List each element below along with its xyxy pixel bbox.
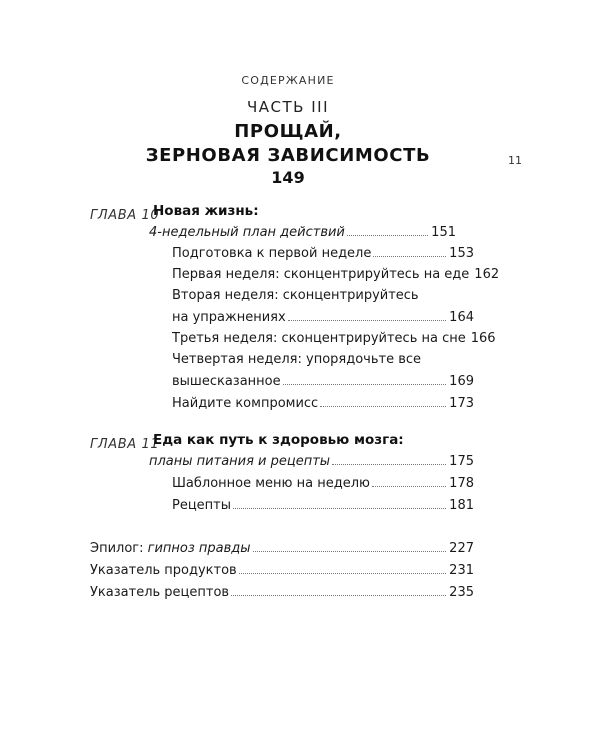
toc-entry-line-1 [172, 288, 474, 308]
toc-entry[interactable] [172, 310, 474, 330]
page-number: 169 [449, 374, 474, 389]
toc-entry-title-line-1: Вторая неделя: сконцентрируйтесь [172, 288, 419, 303]
toc-entry[interactable] [172, 396, 474, 416]
page-number: 181 [449, 498, 474, 513]
dot-leader [373, 256, 446, 257]
page-number: 164 [449, 310, 474, 325]
part-title-line-2: ЗЕРНОВАЯ ЗАВИСИМОСТЬ [145, 145, 431, 166]
toc-entry-title: Подготовка к первой неделе [172, 246, 372, 261]
toc-entry-title: Указатель продуктов [90, 563, 237, 578]
dot-leader [372, 486, 446, 487]
toc-entry[interactable] [172, 476, 474, 496]
dot-leader [347, 235, 428, 236]
page-number: 227 [449, 541, 474, 556]
page-number: 175 [449, 454, 474, 469]
chapter-11-heading [90, 433, 159, 452]
page-number: 178 [449, 476, 474, 491]
toc-entry-title: на упражнениях [172, 310, 286, 325]
toc-entry-line-1 [172, 352, 474, 372]
part-title-line-1: ПРОЩАЙ, [234, 121, 342, 142]
page-number: 153 [449, 246, 474, 261]
part-label: ЧАСТЬ III [246, 98, 329, 116]
toc-entry-title: Третья неделя: сконцентрируйтесь на сне [172, 331, 466, 346]
dot-leader [320, 406, 446, 407]
dot-leader [231, 595, 446, 596]
dot-leader [233, 508, 446, 509]
dot-leader [332, 464, 446, 465]
page-number: 231 [449, 563, 474, 578]
page-number: 166 [470, 331, 496, 346]
page-number: 235 [449, 585, 474, 600]
page-number: 173 [449, 396, 474, 411]
toc-entry-title: вышесказанное [172, 374, 281, 389]
dot-leader [288, 320, 446, 321]
chapter-10-heading [90, 204, 159, 223]
page-folio: 11 [508, 154, 522, 167]
toc-entry[interactable] [172, 246, 474, 266]
chapter-label: ГЛАВА 10 [90, 208, 160, 223]
dot-leader [239, 573, 446, 574]
toc-entry-title: Первая неделя: сконцентрируйтесь на еде [172, 267, 470, 282]
part-page-number: 149 [271, 168, 305, 187]
chapter-title: Еда как путь к здоровью мозга: [153, 432, 404, 448]
toc-entry-title: Указатель рецептов [90, 585, 230, 600]
page-number: 151 [431, 225, 456, 240]
section-label: СОДЕРЖАНИЕ [241, 74, 335, 87]
toc-entry-title: Рецепты [172, 498, 232, 513]
toc-entry[interactable] [172, 374, 474, 394]
part-title [0, 120, 576, 168]
toc-entry-recipe-index[interactable] [90, 585, 474, 605]
page-number: 162 [474, 267, 500, 282]
toc-entry-title: Шаблонное меню на неделю [172, 476, 370, 491]
toc-entry-product-index[interactable] [90, 563, 474, 583]
toc-entry-title: Найдите компромисс [172, 396, 319, 411]
toc-entry[interactable] [172, 267, 500, 287]
dot-leader [283, 384, 447, 385]
dot-leader [253, 551, 447, 552]
chapter-subtitle: планы питания и рецепты [149, 454, 331, 469]
chapter-subtitle: 4-недельный план действий [149, 225, 345, 240]
toc-entry[interactable] [149, 225, 456, 245]
toc-entry[interactable] [172, 331, 496, 351]
toc-entry-epilogue[interactable] [90, 541, 474, 561]
epilogue-title: гипноз правды [147, 541, 251, 556]
toc-entry-title-line-1: Четвертая неделя: упорядочьте все [172, 352, 422, 367]
toc-entry[interactable] [172, 498, 474, 518]
epilogue-prefix: Эпилог: [90, 541, 148, 556]
chapter-label: ГЛАВА 11 [90, 437, 160, 452]
toc-entry-title [90, 541, 251, 556]
toc-entry[interactable] [149, 454, 474, 474]
chapter-title: Новая жизнь: [153, 203, 259, 219]
